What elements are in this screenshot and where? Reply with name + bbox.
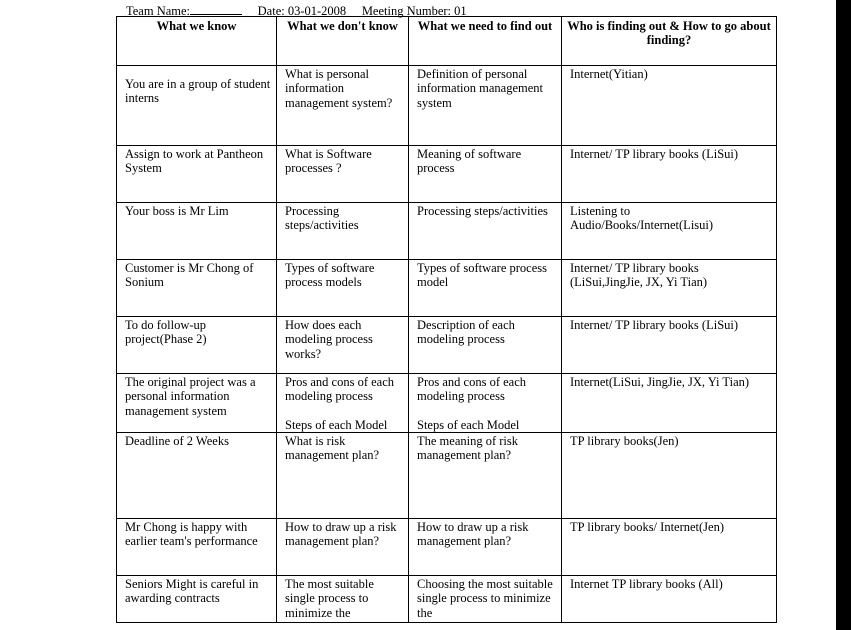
cell-what-we-know [117, 317, 277, 374]
cell-text: Your boss is Mr Lim [125, 204, 229, 218]
cell-who-how [562, 433, 777, 519]
cell-who-how [562, 203, 777, 260]
cell-text: Listening to Audio/Books/Internet(Lisui) [570, 204, 714, 233]
cell-who-how [562, 66, 777, 146]
cell-text: Processing steps/activities [285, 204, 359, 233]
date-label: Date: 03-01-2008 [257, 4, 347, 18]
cell-text: Description of each modeling process [417, 318, 515, 347]
cell-text: Internet/ TP library books (LiSui) [570, 318, 739, 332]
cell-what-we-dont-know [277, 317, 409, 374]
cell-text: What is Software processes ? [285, 147, 372, 176]
cell-text: Pros and cons of each modeling process Steps of each Model [285, 375, 394, 432]
cell-need-to-find-out [409, 576, 562, 623]
cell-who-how [562, 519, 777, 576]
cell-what-we-dont-know [277, 203, 409, 260]
cell-text: Processing steps/activities [417, 204, 548, 218]
cell-text: How does each modeling process works? [285, 318, 373, 361]
cell-what-we-dont-know [277, 433, 409, 519]
col-header-need-find-out: What we need to find out [409, 17, 562, 66]
cell-what-we-know [117, 146, 277, 203]
cell-text: Assign to work at Pantheon System [125, 147, 264, 176]
cell-text: Internet/ TP library books (LiSui) [570, 147, 739, 161]
cell-text: TP library books/ Internet(Jen) [570, 520, 725, 535]
cell-text: Internet/ TP library books (LiSui,JingJie, JX, Yi Tian) [570, 261, 708, 290]
cell-what-we-know [117, 433, 277, 519]
table-row [117, 374, 777, 433]
table-row [117, 146, 777, 203]
cell-need-to-find-out [409, 519, 562, 576]
cell-need-to-find-out [409, 260, 562, 317]
cell-what-we-know [117, 576, 277, 623]
cell-need-to-find-out [409, 146, 562, 203]
cell-text: TP library books(Jen) [570, 434, 679, 449]
cell-text: What is personal information management system? [285, 67, 393, 110]
problem-analysis-table [116, 16, 777, 623]
cell-need-to-find-out [409, 203, 562, 260]
cell-text: Choosing the most suitable single process to minimize the [417, 577, 553, 620]
table-row [117, 317, 777, 374]
cell-who-how [562, 374, 777, 433]
cell-need-to-find-out [409, 317, 562, 374]
cell-what-we-dont-know [277, 66, 409, 146]
cell-what-we-know [117, 519, 277, 576]
cell-need-to-find-out [409, 374, 562, 433]
cell-text: Definition of personal information management system [417, 67, 544, 110]
cell-text: The original project was a personal information management system [125, 375, 256, 418]
cell-what-we-know [117, 260, 277, 317]
cell-need-to-find-out [409, 433, 562, 519]
cell-text: Meaning of software process [417, 147, 522, 176]
cell-what-we-dont-know [277, 374, 409, 433]
cell-text: The most suitable single process to minimize the [285, 577, 374, 620]
cell-text: Seniors Might is careful in awarding contracts [125, 577, 259, 606]
cell-what-we-dont-know [277, 519, 409, 576]
cell-what-we-know [117, 203, 277, 260]
cell-text: Mr Chong is happy with earlier team's performance [125, 520, 258, 549]
cell-what-we-dont-know [277, 260, 409, 317]
team-name-blank [190, 3, 242, 15]
table-header-row [117, 17, 777, 66]
cell-text: Internet(Yitian) [570, 67, 648, 81]
team-name-label: Team Name: [126, 4, 191, 18]
table-row [117, 433, 777, 519]
cell-who-how [562, 146, 777, 203]
cell-what-we-know [117, 66, 277, 146]
col-header-dont-know: What we don't know [277, 17, 409, 66]
table-row [117, 519, 777, 576]
col-header-who-how: Who is finding out & How to go about finding? [562, 17, 777, 66]
cell-text: You are in a group of student interns [125, 77, 271, 106]
cell-what-we-dont-know [277, 576, 409, 623]
cell-text: Pros and cons of each modeling process Steps of each Model [417, 375, 526, 432]
cell-text: How to draw up a risk management plan? [285, 520, 397, 549]
table-row [117, 260, 777, 317]
cell-what-we-dont-know [277, 146, 409, 203]
col-header-know: What we know [117, 17, 277, 66]
cell-text: To do follow-up project(Phase 2) [125, 318, 207, 347]
right-edge-bar [836, 0, 851, 630]
table-row [117, 66, 777, 146]
cell-text: Types of software process models [285, 261, 375, 290]
table-row [117, 203, 777, 260]
cell-need-to-find-out [409, 66, 562, 146]
cell-text: Types of software process model [417, 261, 547, 290]
meeting-number-label: Meeting Number: 01 [361, 4, 467, 18]
table-row [117, 576, 777, 623]
cell-text: The meaning of risk management plan? [417, 434, 519, 463]
cell-text: Customer is Mr Chong of Sonium [125, 261, 254, 290]
cell-text: Internet(LiSui, JingJie, JX, Yi Tian) [570, 375, 750, 389]
cell-text: How to draw up a risk management plan? [417, 520, 529, 549]
cell-who-how [562, 317, 777, 374]
cell-who-how [562, 260, 777, 317]
cell-what-we-know [117, 374, 277, 433]
cell-text: What is risk management plan? [285, 434, 380, 463]
cell-text: Deadline of 2 Weeks [125, 434, 229, 449]
cell-text: Internet TP library books (All) [570, 577, 723, 592]
cell-who-how [562, 576, 777, 623]
